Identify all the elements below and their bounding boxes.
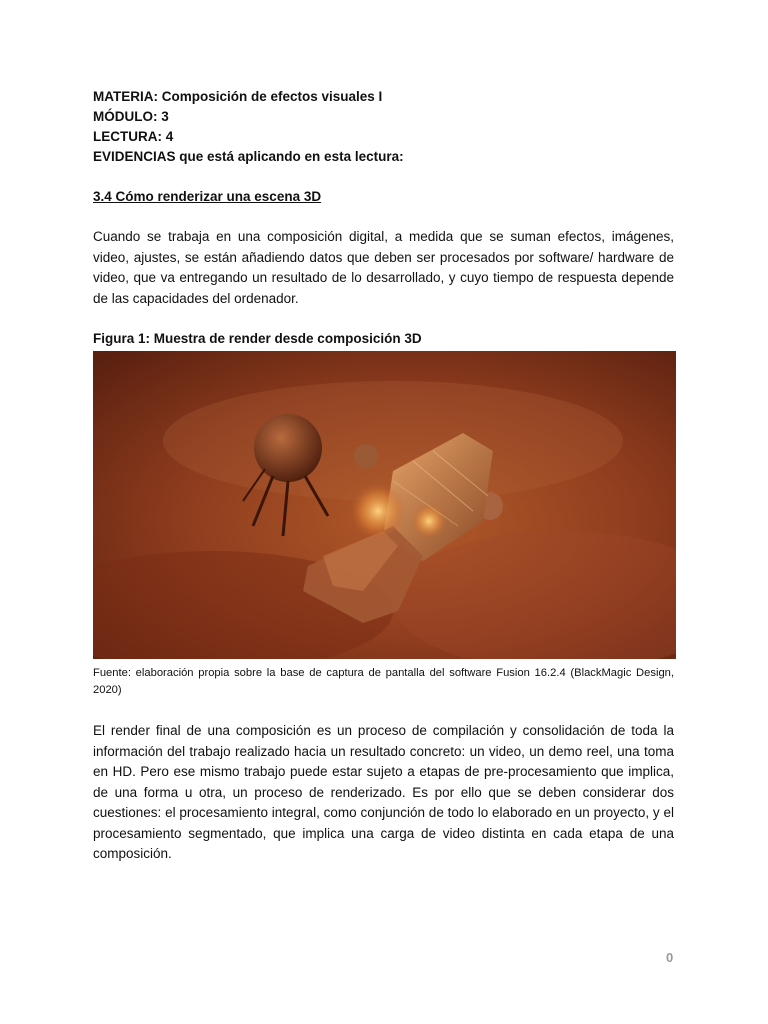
materia-line: MATERIA: Composición de efectos visuales I <box>93 89 383 104</box>
document-page <box>93 87 674 865</box>
figure-source: Fuente: elaboración propia sobre la base de captura de pantalla del software Fusion 16.2.4 (BlackMagic Design, 2020) <box>93 667 674 696</box>
figure-caption: Figura 1: Muestra de render desde composición 3D <box>93 331 422 346</box>
section-title: 3.4 Cómo renderizar una escena 3D <box>93 189 322 204</box>
intro-paragraph: Cuando se trabaja en una composición digital, a medida que se suman efectos, imágenes, video, ajustes, se están añadiendo datos que deben ser procesados por software/ hardware de video, que va entregando un resultado de lo desarrollado, y cuyo tiempo de respuesta depende de las capacidades del ordenador. <box>93 229 674 306</box>
modulo-line: MÓDULO: 3 <box>93 109 169 124</box>
evidencias-line: EVIDENCIAS que está aplicando en esta lectura: <box>93 149 404 164</box>
page-number: 0 <box>666 950 674 965</box>
body-paragraph: El render final de una composición es un proceso de compilación y consolidación de toda la información del trabajo realizado hacia un resultado concreto: un video, un demo reel, una toma en HD. Pero ese mismo trabajo puede estar sujeto a etapas de pre-procesamiento que implica, de una forma u otra, un proceso de renderizado. Es por ello que se deben considerar dos cuestiones: el procesamiento integral, como conjunción de todo lo elaborado en un proyecto, y el procesamiento segmentado, que implica una carga de video distinta en cada etapa de una composición. <box>93 723 674 861</box>
render-figure-image <box>93 351 676 659</box>
lectura-line: LECTURA: 4 <box>93 129 174 144</box>
